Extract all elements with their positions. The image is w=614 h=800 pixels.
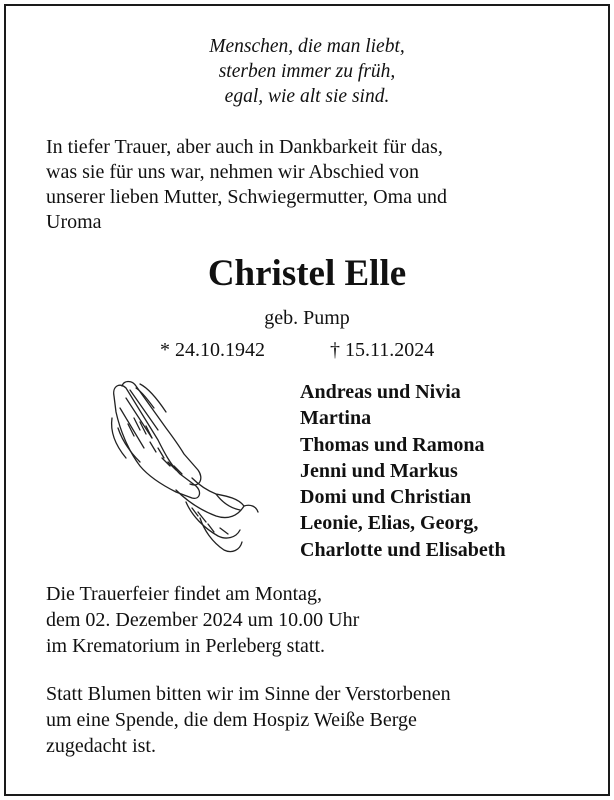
death-date: † 15.11.2024 <box>330 339 435 361</box>
family-line: Charlotte und Elisabeth <box>300 538 506 561</box>
donation-line: Statt Blumen bitten wir im Sinne der Verstorbenen <box>46 683 451 705</box>
memorial-quote <box>0 34 614 109</box>
maiden-name: geb. Pump <box>264 307 350 329</box>
birth-date: * 24.10.1942 <box>160 339 265 361</box>
intro-text <box>46 135 586 235</box>
family-line: Martina <box>300 407 372 430</box>
intro-line: Uroma <box>46 211 102 233</box>
donation-note <box>46 681 451 759</box>
quote-line: sterben immer zu früh, <box>218 61 396 82</box>
ceremony-line: im Krematorium in Perleberg statt. <box>46 635 326 657</box>
donation-line: zugedacht ist. <box>46 735 156 757</box>
family-line: Andreas und Nivia <box>300 381 461 403</box>
family-line: Leonie, Elias, Georg, <box>300 512 479 535</box>
family-line: Domi und Christian <box>300 486 472 509</box>
ceremony-info <box>46 581 359 659</box>
ceremony-line: dem 02. Dezember 2024 um 10.00 Uhr <box>46 609 360 631</box>
intro-line: In tiefer Trauer, aber auch in Dankbarkeit für das, <box>46 136 443 158</box>
family-line: Jenni und Markus <box>300 459 458 482</box>
family-list <box>300 379 506 563</box>
quote-line: egal, wie alt sie sind. <box>224 86 390 107</box>
praying-hands-icon <box>100 378 260 558</box>
family-line: Thomas und Ramona <box>300 433 485 456</box>
deceased-name: Christel Elle <box>207 253 407 294</box>
ceremony-line: Die Trauerfeier findet am Montag, <box>46 583 323 605</box>
donation-line: um eine Spende, die dem Hospiz Weiße Berge <box>46 709 417 731</box>
intro-line: was sie für uns war, nehmen wir Abschied von <box>46 161 420 183</box>
intro-line: unserer lieben Mutter, Schwiegermutter, Oma und <box>46 186 448 208</box>
quote-line: Menschen, die man liebt, <box>209 36 405 57</box>
